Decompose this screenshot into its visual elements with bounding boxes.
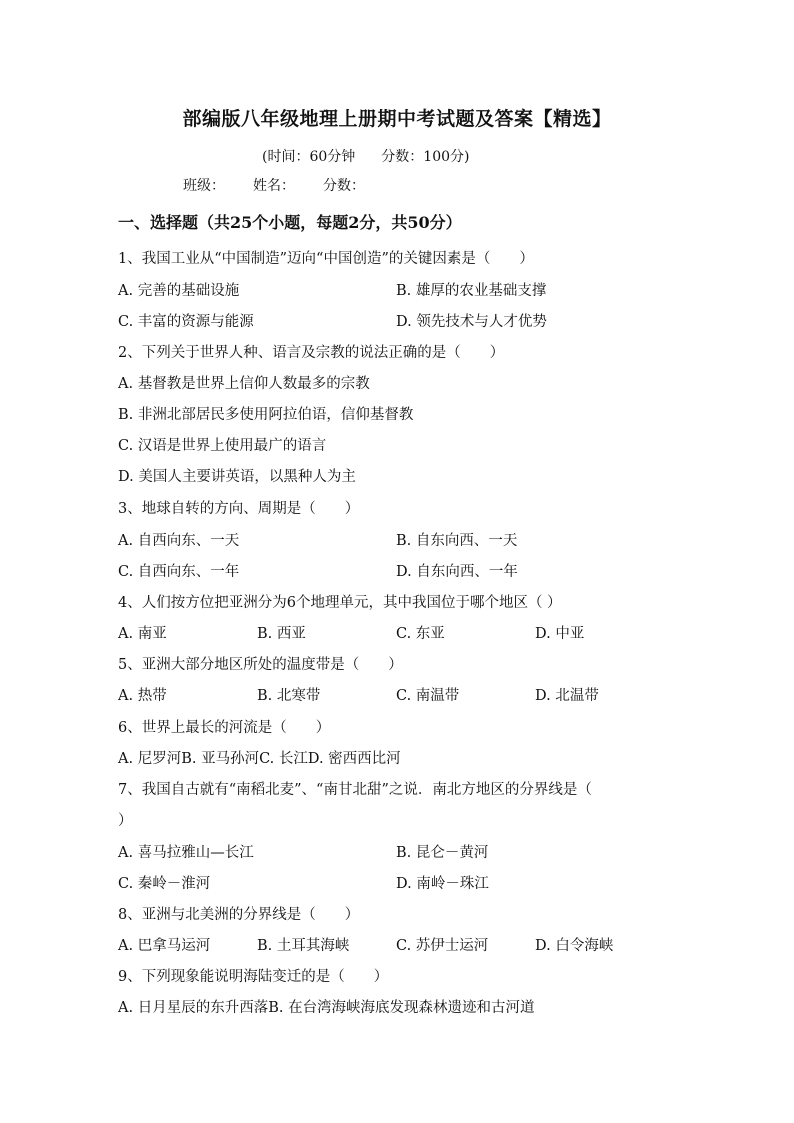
question-option: D. 美国人主要讲英语，以黑种人为主 bbox=[118, 469, 356, 485]
exam-time: (时间：60分钟 bbox=[262, 149, 356, 165]
question-option: A. 自西向东、一天 bbox=[118, 533, 240, 549]
section-heading: 一、选择题（共25个小题，每题2分，共50分） bbox=[118, 213, 462, 232]
question-option: A. 热带 bbox=[118, 688, 167, 704]
question-option: B. 土耳其海峡 bbox=[257, 938, 350, 954]
question-option: B. 雄厚的农业基础支撑 bbox=[396, 283, 547, 299]
question-option: C. 汉语是世界上使用最广的语言 bbox=[118, 438, 327, 454]
question-option: D. 中亚 bbox=[535, 626, 585, 642]
question-option: A. 喜马拉雅山—长江 bbox=[118, 845, 254, 861]
question-option: A. 巴拿马运河 bbox=[118, 938, 211, 954]
page-title: 部编版八年级地理上册期中考试题及答案【精选】 bbox=[182, 108, 612, 130]
question-stem: 2、下列关于世界人种、语言及宗教的说法正确的是（ ） bbox=[118, 345, 505, 361]
class-label: 班级： bbox=[183, 178, 225, 194]
question-option: D. 领先技术与人才优势 bbox=[396, 314, 547, 330]
question-option: A. 完善的基础设施 bbox=[118, 283, 240, 299]
student-info bbox=[183, 175, 393, 195]
question-option: A. 尼罗河B. 亚马孙河C. 长江D. 密西西比河 bbox=[118, 751, 401, 767]
question-option: B. 昆仑－黄河 bbox=[396, 845, 489, 861]
question-stem: 3、地球自转的方向、周期是（ ） bbox=[118, 501, 360, 517]
question-option: A. 南亚 bbox=[118, 626, 167, 642]
question-option: C. 苏伊士运河 bbox=[396, 938, 489, 954]
question-stem: 8、亚洲与北美洲的分界线是（ ） bbox=[118, 907, 360, 923]
name-label: 姓名： bbox=[253, 178, 295, 194]
question-stem: 5、亚洲大部分地区所处的温度带是（ ） bbox=[118, 657, 403, 673]
exam-total-score: 分数：100分) bbox=[381, 149, 470, 165]
question-stem: 1、我国工业从“中国制造”迈向“中国创造”的关键因素是（ ） bbox=[118, 251, 534, 267]
question-stem: 9、下列现象能说明海陆变迁的是（ ） bbox=[118, 969, 389, 985]
question-option: C. 南温带 bbox=[396, 688, 460, 704]
question-option: C. 丰富的资源与能源 bbox=[118, 314, 254, 330]
question-option: D. 北温带 bbox=[535, 688, 599, 704]
question-stem: 6、世界上最长的河流是（ ） bbox=[118, 720, 331, 736]
question-option: B. 西亚 bbox=[257, 626, 306, 642]
question-option: A. 日月星辰的东升西落B. 在台湾海峡海底发现森林遗迹和古河道 bbox=[118, 1000, 535, 1016]
question-option: C. 东亚 bbox=[396, 626, 445, 642]
question-stem-continuation: ） bbox=[118, 813, 133, 829]
question-option: D. 白令海峡 bbox=[535, 938, 614, 954]
question-option: D. 自东向西、一年 bbox=[396, 564, 518, 580]
question-option: C. 自西向东、一年 bbox=[118, 564, 240, 580]
question-option: A. 基督教是世界上信仰人数最多的宗教 bbox=[118, 376, 370, 392]
question-option: B. 北寒带 bbox=[257, 688, 321, 704]
question-option: C. 秦岭－淮河 bbox=[118, 876, 211, 892]
question-stem: 4、人们按方位把亚洲分为6个地理单元，其中我国位于哪个地区（ ） bbox=[118, 595, 562, 611]
question-stem: 7、我国自古就有“南稻北麦”、“南甘北甜”之说．南北方地区的分界线是（ bbox=[118, 782, 592, 798]
score-label: 分数： bbox=[323, 178, 365, 194]
exam-info bbox=[262, 146, 495, 166]
question-option: B. 非洲北部居民多使用阿拉伯语，信仰基督教 bbox=[118, 407, 414, 423]
question-option: D. 南岭－珠江 bbox=[396, 876, 489, 892]
question-option: B. 自东向西、一天 bbox=[396, 533, 518, 549]
